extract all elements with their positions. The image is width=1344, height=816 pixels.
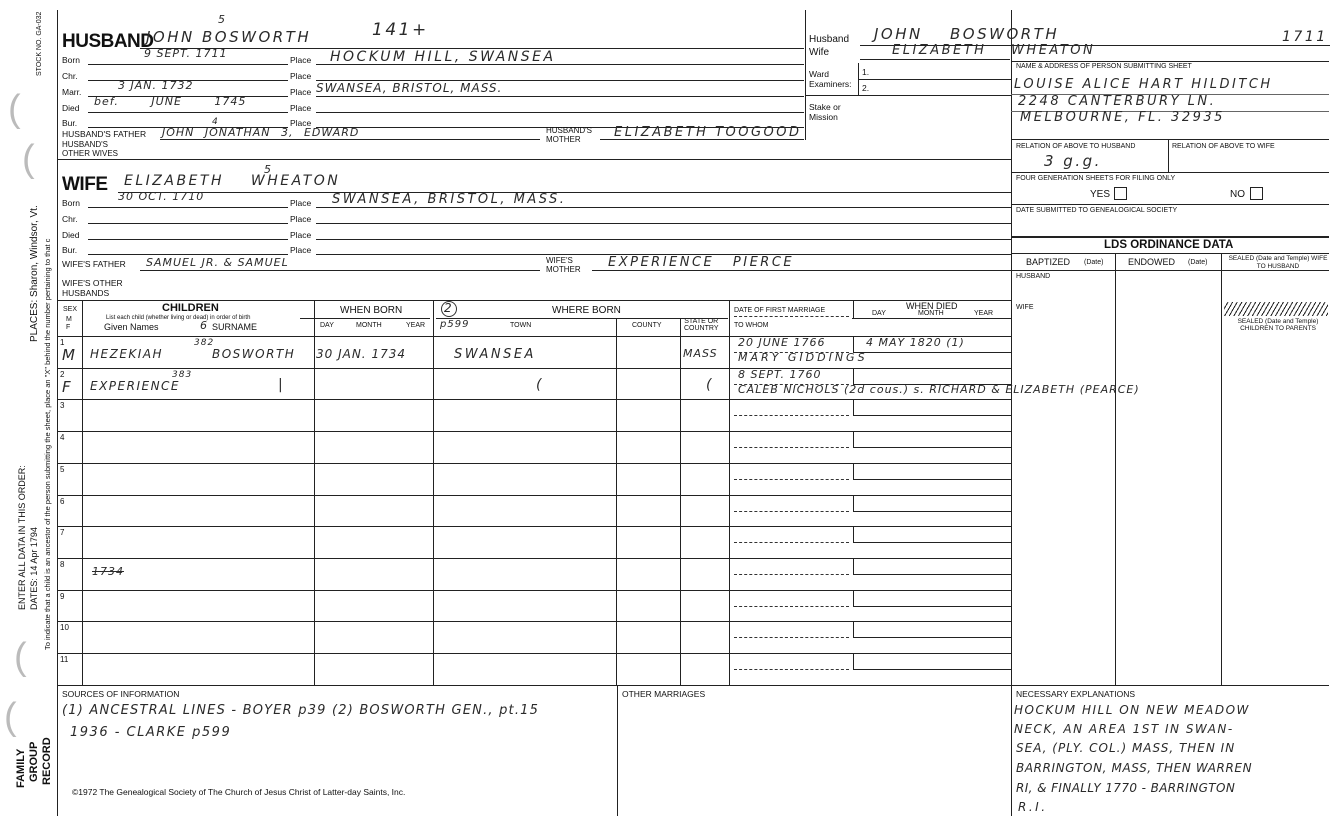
- surname-note: 6: [200, 319, 208, 332]
- child-died[interactable]: 4 MAY 1820 (1): [866, 336, 965, 349]
- summary-wife-name: ELIZABETH WHEATON: [892, 43, 1096, 58]
- endowed-label: ENDOWED: [1128, 257, 1175, 267]
- children-sublabel: List each child (whether living or dead) in order of birth: [106, 315, 251, 321]
- county-label: COUNTY: [632, 322, 662, 329]
- husband-ref-number: 141+: [372, 20, 429, 40]
- wife-other-husbands-label: WIFE'S OTHER HUSBANDS: [62, 278, 123, 298]
- husband-heading: HUSBAND: [62, 31, 154, 52]
- child-spouse[interactable]: MARY GIDDINGS: [738, 351, 868, 364]
- child-number-sup: 383: [172, 370, 193, 380]
- child-row-number: 2: [60, 370, 65, 379]
- ditto-mark: |: [278, 377, 286, 393]
- dates-line: DATES: 14 Apr 1794: [29, 527, 39, 610]
- explanation-line-3[interactable]: SEA, (PLY. COL.) MASS, THEN IN: [1016, 741, 1236, 755]
- lds-title: LDS ORDINANCE DATA: [1104, 239, 1234, 251]
- submitter-line-1: LOUISE ALICE HART HILDITCH: [1014, 77, 1273, 92]
- wife-born-place[interactable]: SWANSEA, BRISTOL, MASS.: [332, 192, 567, 207]
- yes-label: YES: [1090, 189, 1111, 200]
- marriage-date-line: [734, 415, 849, 416]
- husband-marr-label: Marr.: [62, 87, 82, 97]
- marriage-date-line: [734, 637, 849, 638]
- examiner-2: 2.: [862, 83, 870, 93]
- marriage-date-line: [734, 669, 849, 670]
- copyright: ©1972 The Genealogical Society of The Church of Jesus Christ of Latter-day Saints, Inc.: [72, 787, 406, 797]
- four-gen-label: FOUR GENERATION SHEETS FOR FILING ONLY: [1016, 175, 1176, 182]
- stake-mission-label: Stake or Mission: [809, 102, 841, 122]
- child-row-number: 6: [60, 497, 65, 506]
- child-spouse[interactable]: CALEB NICHOLS (2d cous.) s. RICHARD & ELIZABETH (PEARCE): [738, 383, 1140, 396]
- where-born-note-circle: [441, 301, 457, 317]
- husband-mother[interactable]: ELIZABETH TOOGOOD: [614, 125, 802, 140]
- husband-died[interactable]: bef. JUNE 1745: [94, 95, 247, 108]
- child-marriage-date[interactable]: 8 SEPT. 1760: [738, 368, 822, 381]
- child-row-number: 5: [60, 465, 65, 474]
- husband-born-place-label: Place: [290, 55, 312, 65]
- marriage-date-line: [734, 574, 849, 575]
- sex-label: SEX: [63, 306, 78, 313]
- punch-hole-mark: (: [8, 88, 21, 130]
- child-born-town[interactable]: SWANSEA: [454, 347, 536, 362]
- wife-bur-place-label: Place: [290, 245, 312, 255]
- where-born-label: WHERE BORN: [552, 305, 621, 316]
- explanation-line-1[interactable]: HOCKUM HILL ON NEW MEADOW: [1014, 703, 1250, 717]
- sex-mf: M F: [66, 316, 72, 331]
- state-label: STATE OR COUNTRY: [684, 318, 719, 332]
- died-day-label: DAY: [872, 310, 886, 317]
- to-whom-label: TO WHOM: [734, 322, 769, 329]
- wife-born-label: Born: [62, 198, 80, 208]
- town-label: TOWN: [510, 322, 532, 329]
- child-number-sup: 382: [194, 338, 215, 348]
- husband-chr-place-label: Place: [290, 71, 312, 81]
- sources-line-2[interactable]: 1936 - CLARKE p599: [70, 725, 232, 740]
- record-title-record: RECORD: [41, 737, 53, 785]
- baptized-date-label: (Date): [1084, 259, 1104, 266]
- child-row-number: 1: [60, 338, 65, 347]
- wife-chr-label: Chr.: [62, 214, 78, 224]
- children-label: CHILDREN: [162, 302, 219, 314]
- year-label: YEAR: [406, 322, 426, 329]
- husband-marriage-place[interactable]: SWANSEA, BRISTOL, MASS.: [316, 81, 503, 95]
- marriage-date-line: [734, 511, 849, 512]
- husband-born-label: Born: [62, 55, 80, 65]
- husband-chr-label: Chr.: [62, 71, 78, 81]
- husband-bur-place-label: Place: [290, 118, 312, 128]
- husband-father[interactable]: JOHN JONATHAN 3, EDWARD: [162, 126, 360, 139]
- surname-label: SURNAME: [212, 322, 258, 332]
- explanations-label: NECESSARY EXPLANATIONS: [1016, 689, 1136, 699]
- child-born[interactable]: 30 JAN. 1734: [316, 347, 406, 361]
- ward-label: Ward: [809, 69, 829, 79]
- child-sex[interactable]: F: [62, 378, 74, 396]
- center-divider: [805, 10, 806, 140]
- husband-father-label: HUSBAND'S FATHER: [62, 129, 147, 139]
- husband-father-sup: 4: [212, 117, 219, 127]
- no-label: NO: [1230, 189, 1245, 200]
- relation-wife-label: RELATION OF ABOVE TO WIFE: [1172, 143, 1275, 150]
- enter-order-line: ENTER ALL DATA IN THIS ORDER:: [17, 465, 27, 610]
- husband-born[interactable]: 9 SEPT. 1711: [144, 47, 228, 60]
- town-note: p599: [440, 319, 470, 330]
- child-given-name[interactable]: HEZEKIAH: [90, 347, 164, 361]
- day-label: DAY: [320, 322, 334, 329]
- child-row-number: 7: [60, 528, 65, 537]
- died-year-label: YEAR: [974, 310, 994, 317]
- marriage-date-line: [734, 542, 849, 543]
- ditto-mark: (: [706, 377, 714, 393]
- sealed-children-label: SEALED (Date and Temple) CHILDREN TO PARENTS: [1237, 318, 1319, 332]
- wife-mother-label: WIFE'S MOTHER: [546, 256, 581, 274]
- punch-hole-mark: (: [22, 138, 35, 180]
- stock-number: STOCK NO. GA-032: [36, 11, 43, 76]
- where-born-note: 2: [444, 301, 453, 315]
- relation-husband-label: RELATION OF ABOVE TO HUSBAND: [1016, 143, 1136, 150]
- yes-checkbox[interactable]: [1114, 187, 1127, 200]
- child-struck-note: 1734: [92, 565, 124, 578]
- marriage-date-line: [734, 479, 849, 480]
- summary-husband-name: JOHN BOSWORTH: [874, 25, 1060, 43]
- died-month-label: MONTH: [918, 310, 944, 317]
- sealed-wife-label: SEALED (Date and Temple) WIFE TO HUSBAND: [1228, 255, 1328, 270]
- explanation-line-4[interactable]: BARRINGTON, MASS, THEN WARREN: [1016, 761, 1253, 775]
- punch-hole-mark: (: [14, 636, 27, 678]
- husband-name[interactable]: JOHN BOSWORTH: [146, 28, 312, 46]
- summary-husband-label: Husband: [809, 34, 850, 45]
- child-surname[interactable]: BOSWORTH: [212, 347, 296, 361]
- child-row-number: 11: [60, 655, 69, 664]
- submitter-line-3: MELBOURNE, FL. 32935: [1020, 110, 1225, 125]
- husband-mother-label: HUSBAND'S MOTHER: [546, 126, 592, 144]
- given-names-label: Given Names: [104, 322, 159, 332]
- lds-husband-label: HUSBAND: [1016, 273, 1051, 280]
- sealed-hatch: [1224, 302, 1328, 316]
- first-marriage-label: DATE OF FIRST MARRIAGE: [734, 307, 826, 314]
- wife-father-label: WIFE'S FATHER: [62, 259, 126, 269]
- wife-father[interactable]: SAMUEL JR. & SAMUEL: [146, 256, 289, 269]
- wife-born-place-label: Place: [290, 198, 312, 208]
- baptized-label: BAPTIZED: [1026, 257, 1071, 267]
- husband-name-sup: 5: [218, 13, 226, 26]
- child-row-number: 3: [60, 401, 65, 410]
- places-line: PLACES: Sharon, Windsor, Vt.: [29, 205, 40, 342]
- other-marriages-label: OTHER MARRIAGES: [622, 689, 706, 699]
- submitter-label: NAME & ADDRESS OF PERSON SUBMITTING SHEET: [1016, 63, 1192, 70]
- wife-died-place-label: Place: [290, 230, 312, 240]
- wife-mother[interactable]: EXPERIENCE PIERCE: [608, 255, 795, 270]
- explanation-line-6[interactable]: R.I.: [1018, 800, 1048, 814]
- husband-born-place[interactable]: HOCKUM HILL, SWANSEA: [330, 49, 556, 65]
- husband-died-label: Died: [62, 103, 80, 113]
- child-row-number: 10: [60, 623, 69, 632]
- when-died-label: WHEN DIED: [906, 301, 958, 311]
- marriage-date-line: [734, 606, 849, 607]
- husband-marr-place-label: Place: [290, 87, 312, 97]
- left-border: [57, 10, 58, 816]
- summary-wife-label: Wife: [809, 47, 829, 58]
- explanation-line-5[interactable]: RI, & FINALLY 1770 - BARRINGTON: [1016, 781, 1236, 795]
- wife-chr-place-label: Place: [290, 214, 312, 224]
- child-row-number: 4: [60, 433, 65, 442]
- husband-marriage-date[interactable]: 3 JAN. 1732: [118, 79, 194, 92]
- when-born-label: WHEN BORN: [340, 305, 403, 316]
- relation-husband[interactable]: 3 g.g.: [1044, 152, 1102, 170]
- submitter-line-2: 2248 CANTERBURY LN.: [1018, 94, 1217, 109]
- examiner-1: 1.: [862, 67, 870, 77]
- child-marriage-date[interactable]: 20 JUNE 1766: [738, 336, 826, 349]
- child-sex[interactable]: M: [62, 346, 78, 364]
- ditto-mark: (: [536, 377, 544, 393]
- wife-born[interactable]: 30 OCT. 1710: [118, 190, 205, 203]
- wife-died-label: Died: [62, 230, 80, 240]
- sources-label: SOURCES OF INFORMATION: [62, 689, 180, 699]
- wife-name[interactable]: ELIZABETH WHEATON: [124, 173, 341, 189]
- wife-name-sup: 5: [264, 163, 272, 176]
- child-born-state[interactable]: MASS: [683, 347, 718, 360]
- endowed-date-label: (Date): [1188, 259, 1208, 266]
- summary-husband-year: 1711: [1282, 29, 1328, 45]
- husband-other-wives-label: HUSBAND'S OTHER WIVES: [62, 140, 119, 158]
- explanation-line-2[interactable]: NECK, AN AREA 1ST IN SWAN-: [1014, 722, 1234, 736]
- wife-heading: WIFE: [62, 174, 108, 195]
- child-given-name[interactable]: EXPERIENCE: [90, 379, 181, 393]
- husband-died-place-label: Place: [290, 103, 312, 113]
- lds-wife-label: WIFE: [1016, 304, 1034, 311]
- punch-hole-mark: (: [4, 696, 17, 738]
- wife-bur-label: Bur.: [62, 245, 78, 255]
- date-submitted-label: DATE SUBMITTED TO GENEALOGICAL SOCIETY: [1016, 207, 1178, 214]
- record-title-family: FAMILY: [15, 748, 27, 788]
- ancestor-instruction: To indicate that a child is an ancestor of the person submitting the sheet, place an "X" behind the number pertaining to that c: [43, 238, 52, 650]
- sources-line-1[interactable]: (1) ANCESTRAL LINES - BOYER p39 (2) BOSWORTH GEN., pt.15: [62, 703, 540, 718]
- no-checkbox[interactable]: [1250, 187, 1263, 200]
- child-row-number: 9: [60, 592, 65, 601]
- husband-bur-label: Bur.: [62, 118, 78, 128]
- month-label: MONTH: [356, 322, 382, 329]
- child-row-number: 8: [60, 560, 65, 569]
- marriage-date-line: [734, 447, 849, 448]
- record-title-group: GROUP: [28, 741, 40, 782]
- right-divider: [1011, 10, 1012, 816]
- examiners-label: Examiners:: [809, 79, 852, 89]
